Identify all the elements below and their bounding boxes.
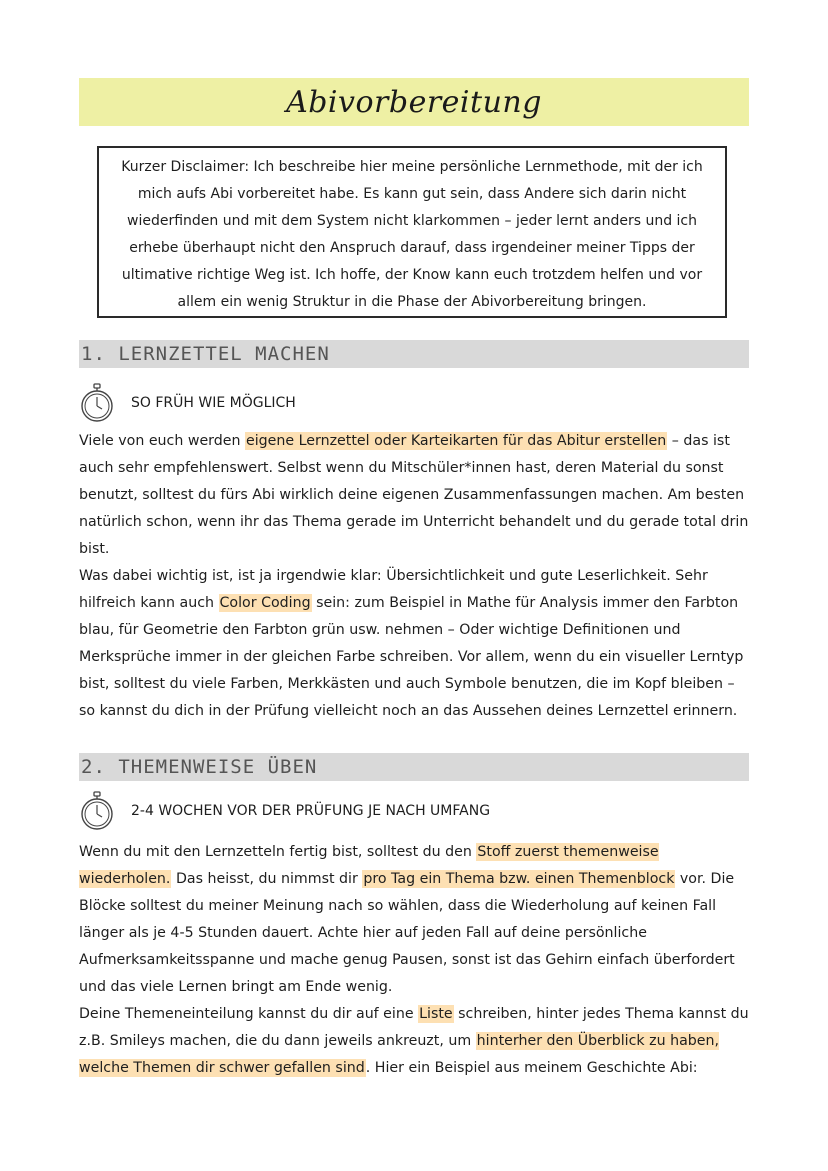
text-run: – das ist auch sehr empfehlenswert. Selbst wenn du Mitschüler*innen hast, deren Material du sonst benutzt, solltest du fürs Abi wirklich deine eigenen Zusammenfassungen machen. Am besten natürlich schon, wenn ihr das Thema gerade im Unterricht behandelt und du gerade total drin bist.	[79, 433, 749, 557]
section-2-timing	[79, 791, 490, 831]
text-run: sein: zum Beispiel in Mathe für Analysis immer den Farbton blau, für Geometrie den Farbton grün usw. nehmen – Oder wichtige Definitionen und Merksprüche immer in der gleichen Farbe schreiben. Vor allem, wenn du ein visueller Lerntyp bist, solltest du viele Farben, Merkkästen und auch Symbole benutzen, die im Kopf bleiben – so kannst du dich in der Prüfung vielleicht noch an das Aussehen deines Lernzettel erinnern.	[79, 595, 744, 719]
text-run: Was dabei wichtig ist, ist ja irgendwie klar: Übersichtlichkeit und gute Leserlichkeit. Sehr hilfreich kann auch	[79, 568, 708, 611]
section-2-body	[79, 839, 754, 1082]
page-title: Abivorbereitung	[286, 84, 542, 120]
section-1-title: 1. LERNZETTEL MACHEN	[81, 343, 330, 365]
highlight: pro Tag ein Thema bzw. einen Themenblock	[363, 871, 675, 887]
section-1-timing-label: SO FRÜH WIE MÖGLICH	[131, 395, 296, 411]
section-1-timing	[79, 383, 296, 423]
text-run: vor. Die Blöcke solltest du meiner Meinung nach so wählen, dass die Wiederholung auf keinen Fall länger als je 4-5 Stunden dauert. Achte hier auf jeden Fall auf deine persönliche Aufmerksamkeitsspanne und mache genug Pausen, sonst ist das Gehirn einfach überfordert und das viele Lernen bringt am Ende wenig.	[79, 871, 735, 995]
text-run: schreiben, hinter jedes Thema kannst du z.B. Smileys machen, die du dann jeweils ankreuzt, um	[79, 1006, 749, 1049]
stopwatch-icon	[79, 791, 115, 831]
text-run: Deine Themeneinteilung kannst du dir auf eine	[79, 1006, 419, 1022]
section-1-header	[79, 340, 749, 368]
section-2-paragraph-1	[79, 839, 754, 1001]
disclaimer-text: Kurzer Disclaimer: Ich beschreibe hier meine persönliche Lernmethode, mit der ich mich aufs Abi vorbereitet habe. Es kann gut sein, dass Andere sich darin nicht wiederfinden und mit dem System nicht klarkommen – jeder lernt anders und ich erhebe überhaupt nicht den Anspruch darauf, dass irgendeiner meiner Tipps der ultimative richtige Weg ist. Ich hoffe, der Know kann euch trotzdem helfen und vor allem ein wenig Struktur in die Phase der Abivorbereitung bringen.	[121, 159, 703, 310]
section-1-paragraph-2	[79, 563, 754, 725]
highlight: Color Coding	[219, 595, 311, 611]
text-run: . Hier ein Beispiel aus meinem Geschichte Abi:	[365, 1060, 698, 1076]
disclaimer-box	[97, 146, 727, 318]
section-2-title: 2. THEMENWEISE ÜBEN	[81, 756, 318, 778]
highlight: eigene Lernzettel oder Karteikarten für das Abitur erstellen	[246, 433, 667, 449]
text-run: Viele von euch werden	[79, 433, 245, 449]
text-run: Das heisst, du nimmst dir	[171, 871, 363, 887]
section-1-paragraph-1	[79, 428, 754, 563]
highlight: hinterher den Überblick zu haben, welche Themen dir schwer gefallen sind	[79, 1033, 720, 1076]
section-1-body	[79, 428, 754, 725]
highlight: Stoff zuerst themenweise wiederholen.	[79, 844, 659, 887]
section-2-header	[79, 753, 749, 781]
text-run: Wenn du mit den Lernzetteln fertig bist, solltest du den	[79, 844, 477, 860]
title-banner	[79, 78, 749, 126]
section-2-paragraph-2	[79, 1001, 754, 1082]
section-2-timing-label: 2-4 WOCHEN VOR DER PRÜFUNG JE NACH UMFANG	[131, 803, 491, 819]
highlight: Liste	[419, 1006, 453, 1022]
stopwatch-icon	[79, 383, 115, 423]
